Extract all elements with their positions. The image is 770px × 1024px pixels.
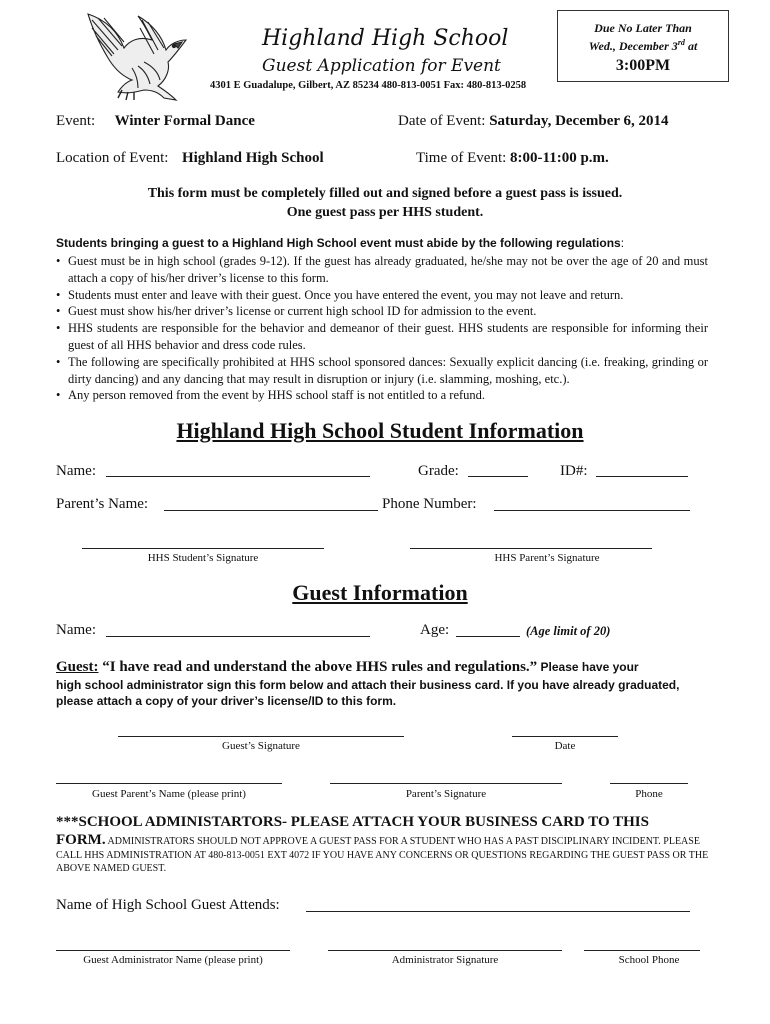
rule-item: • Guest must be in high school (grades 9-12). If the guest has already graduated, he/she may not be over the age of 20 and must attach a copy of his/her driver’s license to this form. xyxy=(56,253,708,287)
deadline-date: Wed., December 3rd at xyxy=(588,38,698,53)
date-label: Date of Event: xyxy=(398,113,486,129)
grade-label: Grade: xyxy=(418,463,459,479)
age-field[interactable] xyxy=(456,636,520,637)
date-value: Saturday, December 6, 2014 xyxy=(489,113,669,129)
guest-name-field[interactable] xyxy=(106,636,370,637)
student-section-heading: Highland High School Student Information xyxy=(176,418,584,443)
rule-item: • The following are specifically prohibited at HHS school sponsored dances: Sexually explicit dancing (i.e. freaking, grinding or dirty dancing) and any dancing that may result in disruption or injury (i.e. slamming, moshing, etc.). xyxy=(56,354,708,388)
admin-notice-body xyxy=(56,834,716,876)
guest-section-heading: Guest Information xyxy=(292,580,468,605)
guest-parent-name-label: Guest Parent’s Name (please print) xyxy=(92,788,246,800)
guest-phone-label: Phone xyxy=(635,788,663,800)
rule-item: • Guest must show his/her driver’s license or current high school ID for admission to the event. xyxy=(56,303,708,320)
school-address: 4301 E Guadalupe, Gilbert, AZ 85234 480-813-0051 Fax: 480-813-0258 xyxy=(210,80,527,91)
deadline-label: Due No Later Than xyxy=(594,21,692,35)
form-subtitle: Guest Application for Event xyxy=(262,56,501,76)
rule-item: • Any person removed from the event by HHS school staff is not entitled to a refund. xyxy=(56,387,708,404)
notice-line-1: This form must be completely filled out and signed before a guest pass is issued. xyxy=(147,186,623,201)
school-title: Highland High School xyxy=(262,26,509,51)
eagle-logo xyxy=(78,10,190,102)
parent-name-field[interactable] xyxy=(164,510,378,511)
phone-number-label: Phone Number: xyxy=(382,496,477,512)
school-attends-label: Name of High School Guest Attends: xyxy=(56,897,280,913)
time-label: Time of Event: xyxy=(416,150,507,166)
admin-notice-text: ADMINISTRATORS SHOULD NOT APPROVE A GUEST PASS FOR A STUDENT WHO HAS A PAST DISCIPLINARY INCIDENT. PLEASE CALL HHS ADMINISTRATION AT 480-813-0051 EXT 4072 IF YOU HAVE ANY CONCERNS OR QUESTIONS REGARDING THE GUEST PASS OR THE ABOVE NAMED GUEST. xyxy=(56,836,709,874)
guest-instruction: high school administrator sign this form below and attach their business card. If you have already graduated, please attach a copy of your driver’s license/ID to this form. xyxy=(56,678,680,708)
rules-intro: Students bringing a guest to a Highland High School event must abide by the following regulations: xyxy=(56,236,625,250)
student-name-field[interactable] xyxy=(106,476,370,477)
location-row xyxy=(56,150,324,167)
admin-name-line[interactable] xyxy=(56,950,290,951)
parent-signature-label: HHS Parent’s Signature xyxy=(494,552,600,564)
parent-signature-line[interactable] xyxy=(410,548,652,549)
admin-signature-line[interactable] xyxy=(328,950,562,951)
guest-name-label: Name: xyxy=(56,622,96,638)
date-label-sig: Date xyxy=(554,740,576,752)
student-name-label: Name: xyxy=(56,463,96,479)
time-value: 8:00-11:00 p.m. xyxy=(510,150,609,166)
guest-parent-signature-label: Parent’s Signature xyxy=(405,788,487,800)
event-label: Event: xyxy=(56,113,96,129)
admin-signature-label: Administrator Signature xyxy=(391,954,499,966)
student-signature-line[interactable] xyxy=(82,548,324,549)
guest-instruction-inline: Please have your xyxy=(537,660,639,674)
admin-notice-heading: ***SCHOOL ADMINISTARTORS- PLEASE ATTACH YOUR BUSINESS CARD TO THIS xyxy=(56,814,649,830)
school-phone-line[interactable] xyxy=(584,950,700,951)
event-row xyxy=(56,113,255,130)
guest-word: Guest: xyxy=(56,659,99,675)
age-label: Age: xyxy=(420,622,450,638)
deadline-box xyxy=(557,10,729,82)
admin-name-label: Guest Administrator Name (please print) xyxy=(83,954,263,966)
event-value: Winter Formal Dance xyxy=(114,113,255,129)
form-word: FORM. xyxy=(56,832,106,848)
rules-list xyxy=(56,253,708,404)
guest-parent-name-line[interactable] xyxy=(56,783,282,784)
guest-statement-quote: “I have read and understand the above HHS rules and regulations.” xyxy=(98,659,538,675)
rule-item: • Students must enter and leave with their guest. Once you have entered the event, you may not leave and return. xyxy=(56,287,708,304)
guest-parent-signature-line[interactable] xyxy=(330,783,562,784)
guest-phone-line[interactable] xyxy=(610,783,688,784)
guest-statement xyxy=(56,658,716,676)
id-field[interactable] xyxy=(596,476,688,477)
age-limit-note: (Age limit of 20) xyxy=(526,624,611,638)
id-label: ID#: xyxy=(560,463,588,479)
notice-line-2: One guest pass per HHS student. xyxy=(286,205,484,220)
event-date-row xyxy=(398,113,669,130)
parent-name-label: Parent’s Name: xyxy=(56,496,149,512)
student-signature-label: HHS Student’s Signature xyxy=(147,552,259,564)
event-time-row xyxy=(416,150,609,167)
location-value: Highland High School xyxy=(181,150,324,166)
guest-signature-line[interactable] xyxy=(118,736,404,737)
grade-field[interactable] xyxy=(468,476,528,477)
date-line[interactable] xyxy=(512,736,618,737)
school-attends-field[interactable] xyxy=(306,911,690,912)
deadline-time: 3:00PM xyxy=(615,57,671,74)
phone-number-field[interactable] xyxy=(494,510,690,511)
school-phone-label: School Phone xyxy=(618,954,680,966)
location-label: Location of Event: xyxy=(56,150,169,166)
rule-item: • HHS students are responsible for the behavior and demeanor of their guest. HHS students are responsible for informing their guest of all HHS behavior and dress code rules. xyxy=(56,320,708,354)
guest-signature-label: Guest’s Signature xyxy=(222,740,300,752)
